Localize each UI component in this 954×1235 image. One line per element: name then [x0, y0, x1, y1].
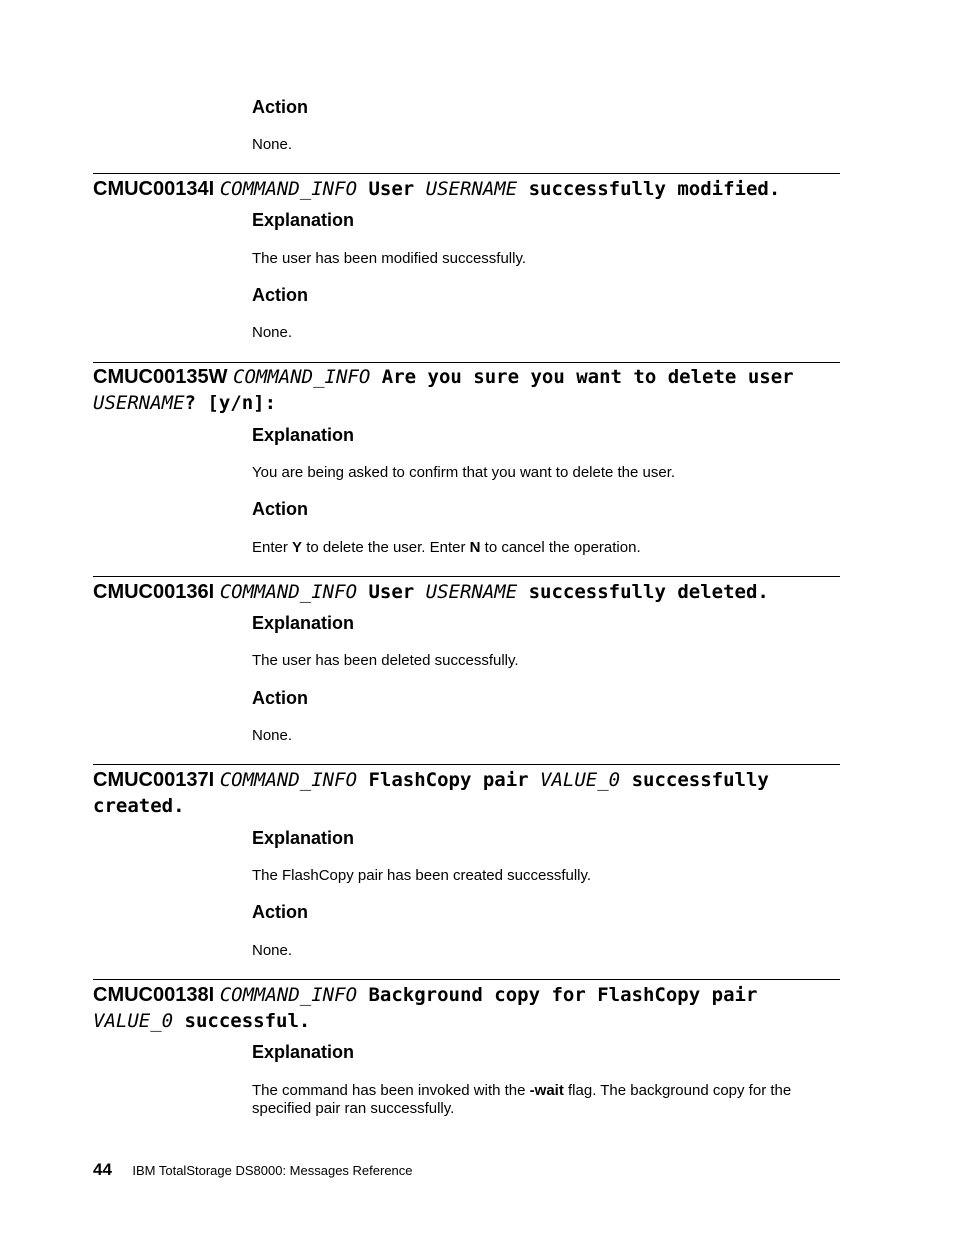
- section-divider: [93, 173, 840, 174]
- text-run: successful.: [173, 1010, 311, 1032]
- text-run: N: [469, 539, 481, 556]
- action-text: [252, 539, 840, 557]
- explanation-text: [252, 1082, 832, 1118]
- text-run: The FlashCopy pair has been created successfully.: [252, 867, 592, 884]
- text-run: successfully created.: [93, 769, 769, 817]
- message-heading: [93, 579, 843, 605]
- section-divider: [93, 764, 840, 765]
- text-run: to cancel the operation.: [480, 539, 641, 556]
- text-run: Enter: [252, 539, 293, 556]
- text-run: None.: [252, 727, 293, 744]
- variable-text: COMMAND_INFO: [219, 769, 358, 791]
- action-text: [252, 324, 840, 342]
- text-run: Y: [292, 539, 303, 556]
- page-footer: [93, 1160, 413, 1180]
- text-run: flag. The background copy for the specified pair ran successfully.: [252, 1082, 792, 1117]
- message-id: CMUC00134I: [93, 178, 215, 200]
- explanation-text: [252, 250, 840, 268]
- action-text: [252, 942, 840, 960]
- message-heading: [93, 364, 843, 416]
- action-text: [252, 727, 840, 745]
- action-text: None.: [252, 136, 293, 153]
- text-run: The command has been invoked with the: [252, 1082, 530, 1099]
- text-run: User: [357, 581, 426, 603]
- variable-text: VALUE_0: [540, 769, 621, 791]
- text-run: Are you sure you want to delete user: [370, 366, 794, 388]
- variable-text: COMMAND_INFO: [219, 581, 358, 603]
- text-run: User: [357, 178, 426, 200]
- text-run: None.: [252, 324, 293, 341]
- text-run: The user has been modified successfully.: [252, 250, 527, 267]
- text-run: None.: [252, 942, 293, 959]
- page-number: 44: [93, 1160, 112, 1179]
- action-heading: Action: [252, 97, 308, 117]
- section-divider: [93, 362, 840, 363]
- text-run: successfully deleted.: [517, 581, 769, 603]
- text-run: FlashCopy pair: [357, 769, 541, 791]
- explanation-heading: Explanation: [252, 613, 355, 633]
- explanation-heading: Explanation: [252, 828, 355, 848]
- message-id: CMUC00138I: [93, 984, 215, 1006]
- text-run: You are being asked to confirm that you want to delete the user.: [252, 464, 676, 481]
- action-heading: Action: [252, 285, 308, 305]
- action-heading: Action: [252, 902, 308, 922]
- message-heading: [93, 767, 843, 819]
- text-run: to delete the user. Enter: [302, 539, 470, 556]
- variable-text: COMMAND_INFO: [219, 178, 358, 200]
- variable-text: USERNAME: [425, 581, 518, 603]
- text-run: successfully modified.: [517, 178, 781, 200]
- explanation-text: [252, 464, 840, 482]
- message-id: CMUC00136I: [93, 581, 215, 603]
- text-run: The user has been deleted successfully.: [252, 652, 519, 669]
- variable-text: COMMAND_INFO: [233, 366, 371, 388]
- message-id: CMUC00137I: [93, 769, 215, 791]
- variable-text: VALUE_0: [93, 1010, 174, 1032]
- action-heading: Action: [252, 688, 308, 708]
- explanation-text: [252, 867, 840, 885]
- message-heading: [93, 176, 843, 202]
- explanation-heading: Explanation: [252, 1042, 355, 1062]
- variable-text: COMMAND_INFO: [219, 984, 358, 1006]
- variable-text: USERNAME: [425, 178, 518, 200]
- text-run: -wait: [529, 1082, 564, 1099]
- variable-text: USERNAME: [93, 392, 185, 414]
- message-heading: [93, 982, 843, 1034]
- message-text: [220, 178, 781, 200]
- section-divider: [93, 979, 840, 980]
- explanation-heading: Explanation: [252, 425, 355, 445]
- footer-title: IBM TotalStorage DS8000: Messages Reference: [132, 1163, 413, 1178]
- message-id: CMUC00135W: [93, 366, 228, 388]
- text-run: ? [y/n]:: [184, 392, 277, 414]
- message-text: [220, 581, 769, 603]
- section-divider: [93, 576, 840, 577]
- action-heading: Action: [252, 499, 308, 519]
- explanation-heading: Explanation: [252, 210, 355, 230]
- text-run: Background copy for FlashCopy pair: [357, 984, 758, 1006]
- explanation-text: [252, 652, 840, 670]
